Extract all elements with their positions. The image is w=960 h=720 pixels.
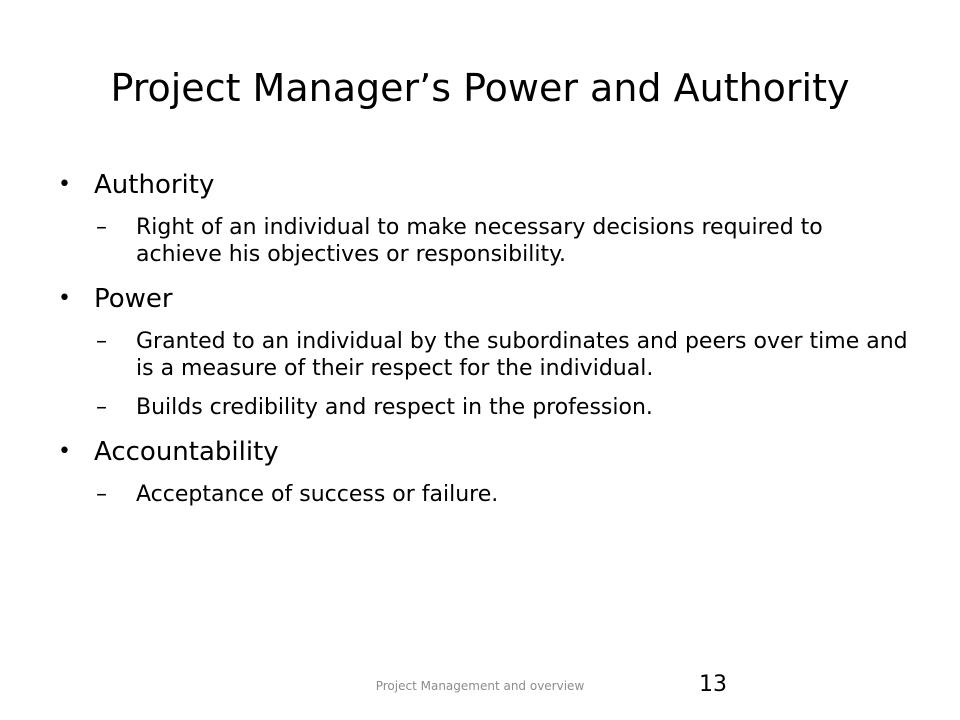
bullet-text: Power [94, 284, 173, 314]
sub-bullet-marker: – [96, 329, 107, 354]
sub-bullet-text: Acceptance of success or failure. [136, 482, 499, 507]
sub-bullet-authority-definition [58, 214, 908, 268]
bullet-power [58, 282, 908, 316]
slide-page-number: 13 [699, 672, 727, 697]
sub-bullet-power-definition [58, 328, 908, 382]
sub-bullet-text: Builds credibility and respect in the profession. [136, 395, 653, 420]
bullet-marker: • [58, 172, 71, 197]
sub-bullet-text: Granted to an individual by the subordinates and peers over time and is a measure of their respect for the individual. [136, 329, 908, 381]
bullet-authority [58, 168, 908, 202]
bullet-marker: • [58, 439, 71, 464]
sub-bullet-accountability-definition [58, 481, 908, 508]
bullet-marker: • [58, 286, 71, 311]
sub-bullet-marker: – [96, 215, 107, 240]
slide-title: Project Manager’s Power and Authority [110, 66, 850, 110]
sub-bullet-text: Right of an individual to make necessary decisions required to achieve his objectives or responsibility. [136, 215, 823, 267]
sub-bullet-marker: – [96, 482, 107, 507]
sub-bullet-marker: – [96, 395, 107, 420]
bullet-text: Authority [94, 170, 215, 200]
slide-body [58, 168, 908, 508]
bullet-text: Accountability [94, 437, 279, 467]
slide-footer: Project Management and overview [375, 679, 585, 693]
bullet-accountability [58, 435, 908, 469]
sub-bullet-power-credibility [58, 394, 908, 421]
